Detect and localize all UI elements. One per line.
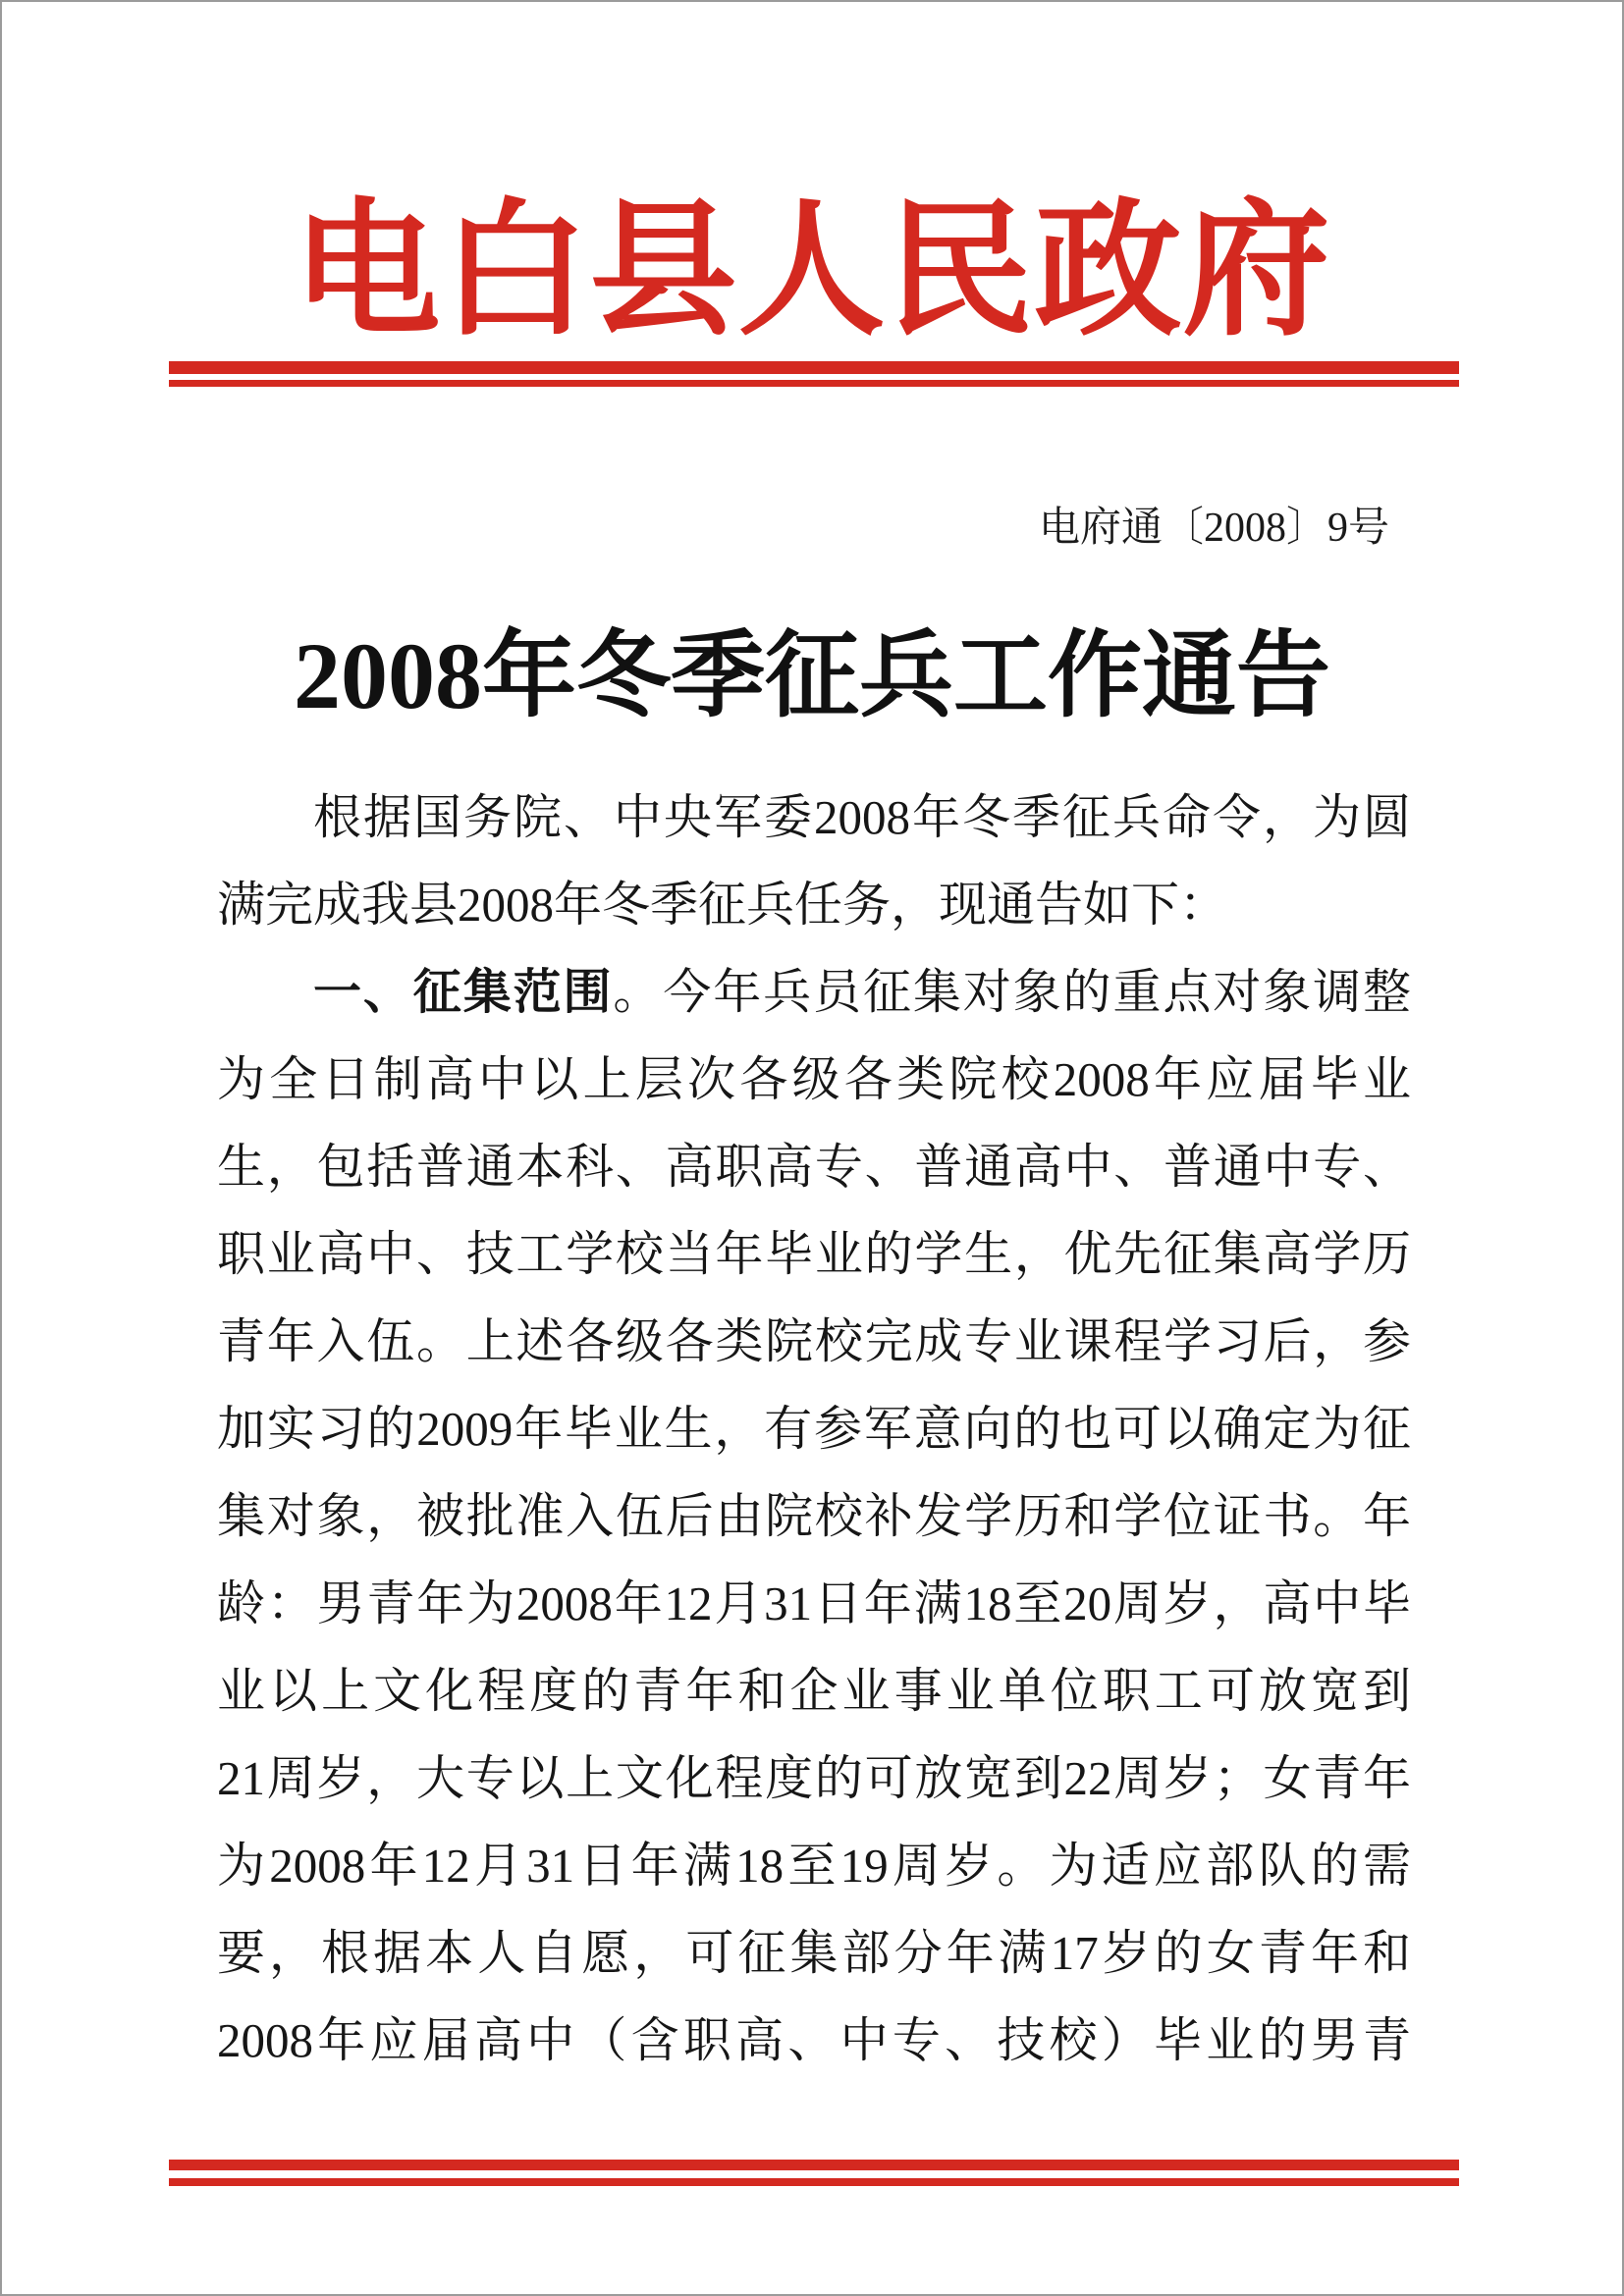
body-line: 根据国务院、中央军委2008年冬季征兵命令，为圆 — [313, 790, 1411, 844]
body-line: 加实习的2009年毕业生，有参军意向的也可以确定为征 — [217, 1402, 1411, 1456]
document-number: 电府通〔2008〕9号 — [1038, 506, 1389, 551]
body-line: 业以上文化程度的青年和企业事业单位职工可放宽到 — [217, 1664, 1411, 1718]
body-line: 生，包括普通本科、高职高专、普通高中、普通中专、 — [217, 1140, 1411, 1194]
letterhead-org-name: 电白县人民政府 — [293, 190, 1331, 353]
document-title: 2008年冬季征兵工作通告 — [294, 623, 1330, 728]
section-heading: 一、征集范围 — [313, 965, 614, 1019]
body-line: 2008年应届高中（含职高、中专、技校）毕业的男青 — [217, 2013, 1411, 2067]
body-line: 集对象，被批准入伍后由院校补发学历和学位证书。年 — [217, 1489, 1411, 1543]
body-line: 职业高中、技工学校当年毕业的学生，优先征集高学历 — [217, 1227, 1411, 1281]
letterhead-divider-thick — [169, 361, 1459, 374]
body-line: 为全日制高中以上层次各级各类院校2008年应届毕业 — [217, 1052, 1411, 1106]
footer-divider-thin — [169, 2178, 1459, 2186]
footer-divider-thick — [169, 2160, 1459, 2170]
document-body — [217, 774, 1411, 2084]
body-line: 要，根据本人自愿，可征集部分年满17岁的女青年和 — [217, 1926, 1411, 1980]
letterhead-divider-thin — [169, 380, 1459, 387]
body-line — [217, 948, 1411, 1036]
body-line: 满完成我县2008年冬季征兵任务，现通告如下： — [217, 878, 1228, 932]
body-line: 龄：男青年为2008年12月31日年满18至20周岁，高中毕 — [217, 1576, 1411, 1630]
body-line: 为2008年12月31日年满18至19周岁。为适应部队的需 — [217, 1839, 1411, 1893]
body-line: 青年入伍。上述各级各类院校完成专业课程学习后，参 — [217, 1314, 1411, 1368]
body-line-text: 。今年兵员征集对象的重点对象调整 — [613, 965, 1411, 1019]
body-line: 21周岁，大专以上文化程度的可放宽到22周岁；女青年 — [217, 1751, 1411, 1805]
